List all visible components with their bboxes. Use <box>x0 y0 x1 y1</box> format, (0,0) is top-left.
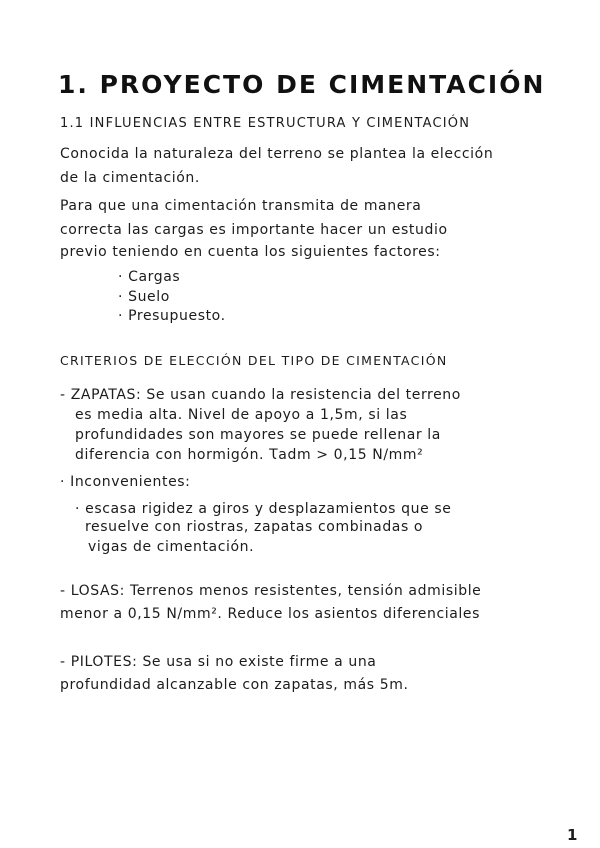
factor-item: · Presupuesto. <box>118 308 226 324</box>
pilotes-line: profundidad alcanzable con zapatas, más 5m. <box>60 677 409 693</box>
inconvenientes-line: resuelve con riostras, zapatas combinadas o <box>85 519 424 535</box>
zapatas-line: - ZAPATAS: Se usan cuando la resistencia del terreno <box>60 387 461 403</box>
losas-line: - LOSAS: Terrenos menos resistentes, tensión admisible <box>60 583 482 599</box>
factors-intro-line: correcta las cargas es importante hacer un estudio <box>60 222 448 238</box>
factors-intro-line: Para que una cimentación transmita de manera <box>60 198 422 214</box>
inconvenientes-line: · escasa rigidez a giros y desplazamientos que se <box>75 501 452 517</box>
zapatas-line: profundidades son mayores se puede rellenar la <box>75 427 441 443</box>
inconvenientes-label: · Inconvenientes: <box>60 474 191 490</box>
section-heading-1-1: 1.1 INFLUENCIAS ENTRE ESTRUCTURA Y CIMENTACIÓN <box>60 116 471 131</box>
factors-intro-line: previo teniendo en cuenta los siguientes factores: <box>60 244 441 260</box>
inconvenientes-line: vigas de cimentación. <box>88 539 255 555</box>
page-number: 1 <box>567 826 579 844</box>
factor-item: · Suelo <box>118 289 170 305</box>
factor-item: · Cargas <box>118 269 181 285</box>
zapatas-line: es media alta. Nivel de apoyo a 1,5m, si las <box>75 407 408 423</box>
page-title: 1. PROYECTO DE CIMENTACIÓN <box>58 70 546 99</box>
losas-line: menor a 0,15 N/mm². Reduce los asientos diferenciales <box>60 606 481 622</box>
pilotes-line: - PILOTES: Se usa si no existe firme a una <box>60 654 377 670</box>
criteria-heading: CRITERIOS DE ELECCIÓN DEL TIPO DE CIMENTACIÓN <box>60 353 448 368</box>
zapatas-line: diferencia con hormigón. Ꚍadm > 0,15 N/mm² <box>75 447 424 463</box>
intro-line: Conocida la naturaleza del terreno se plantea la elección <box>60 146 494 162</box>
intro-line: de la cimentación. <box>60 170 200 186</box>
